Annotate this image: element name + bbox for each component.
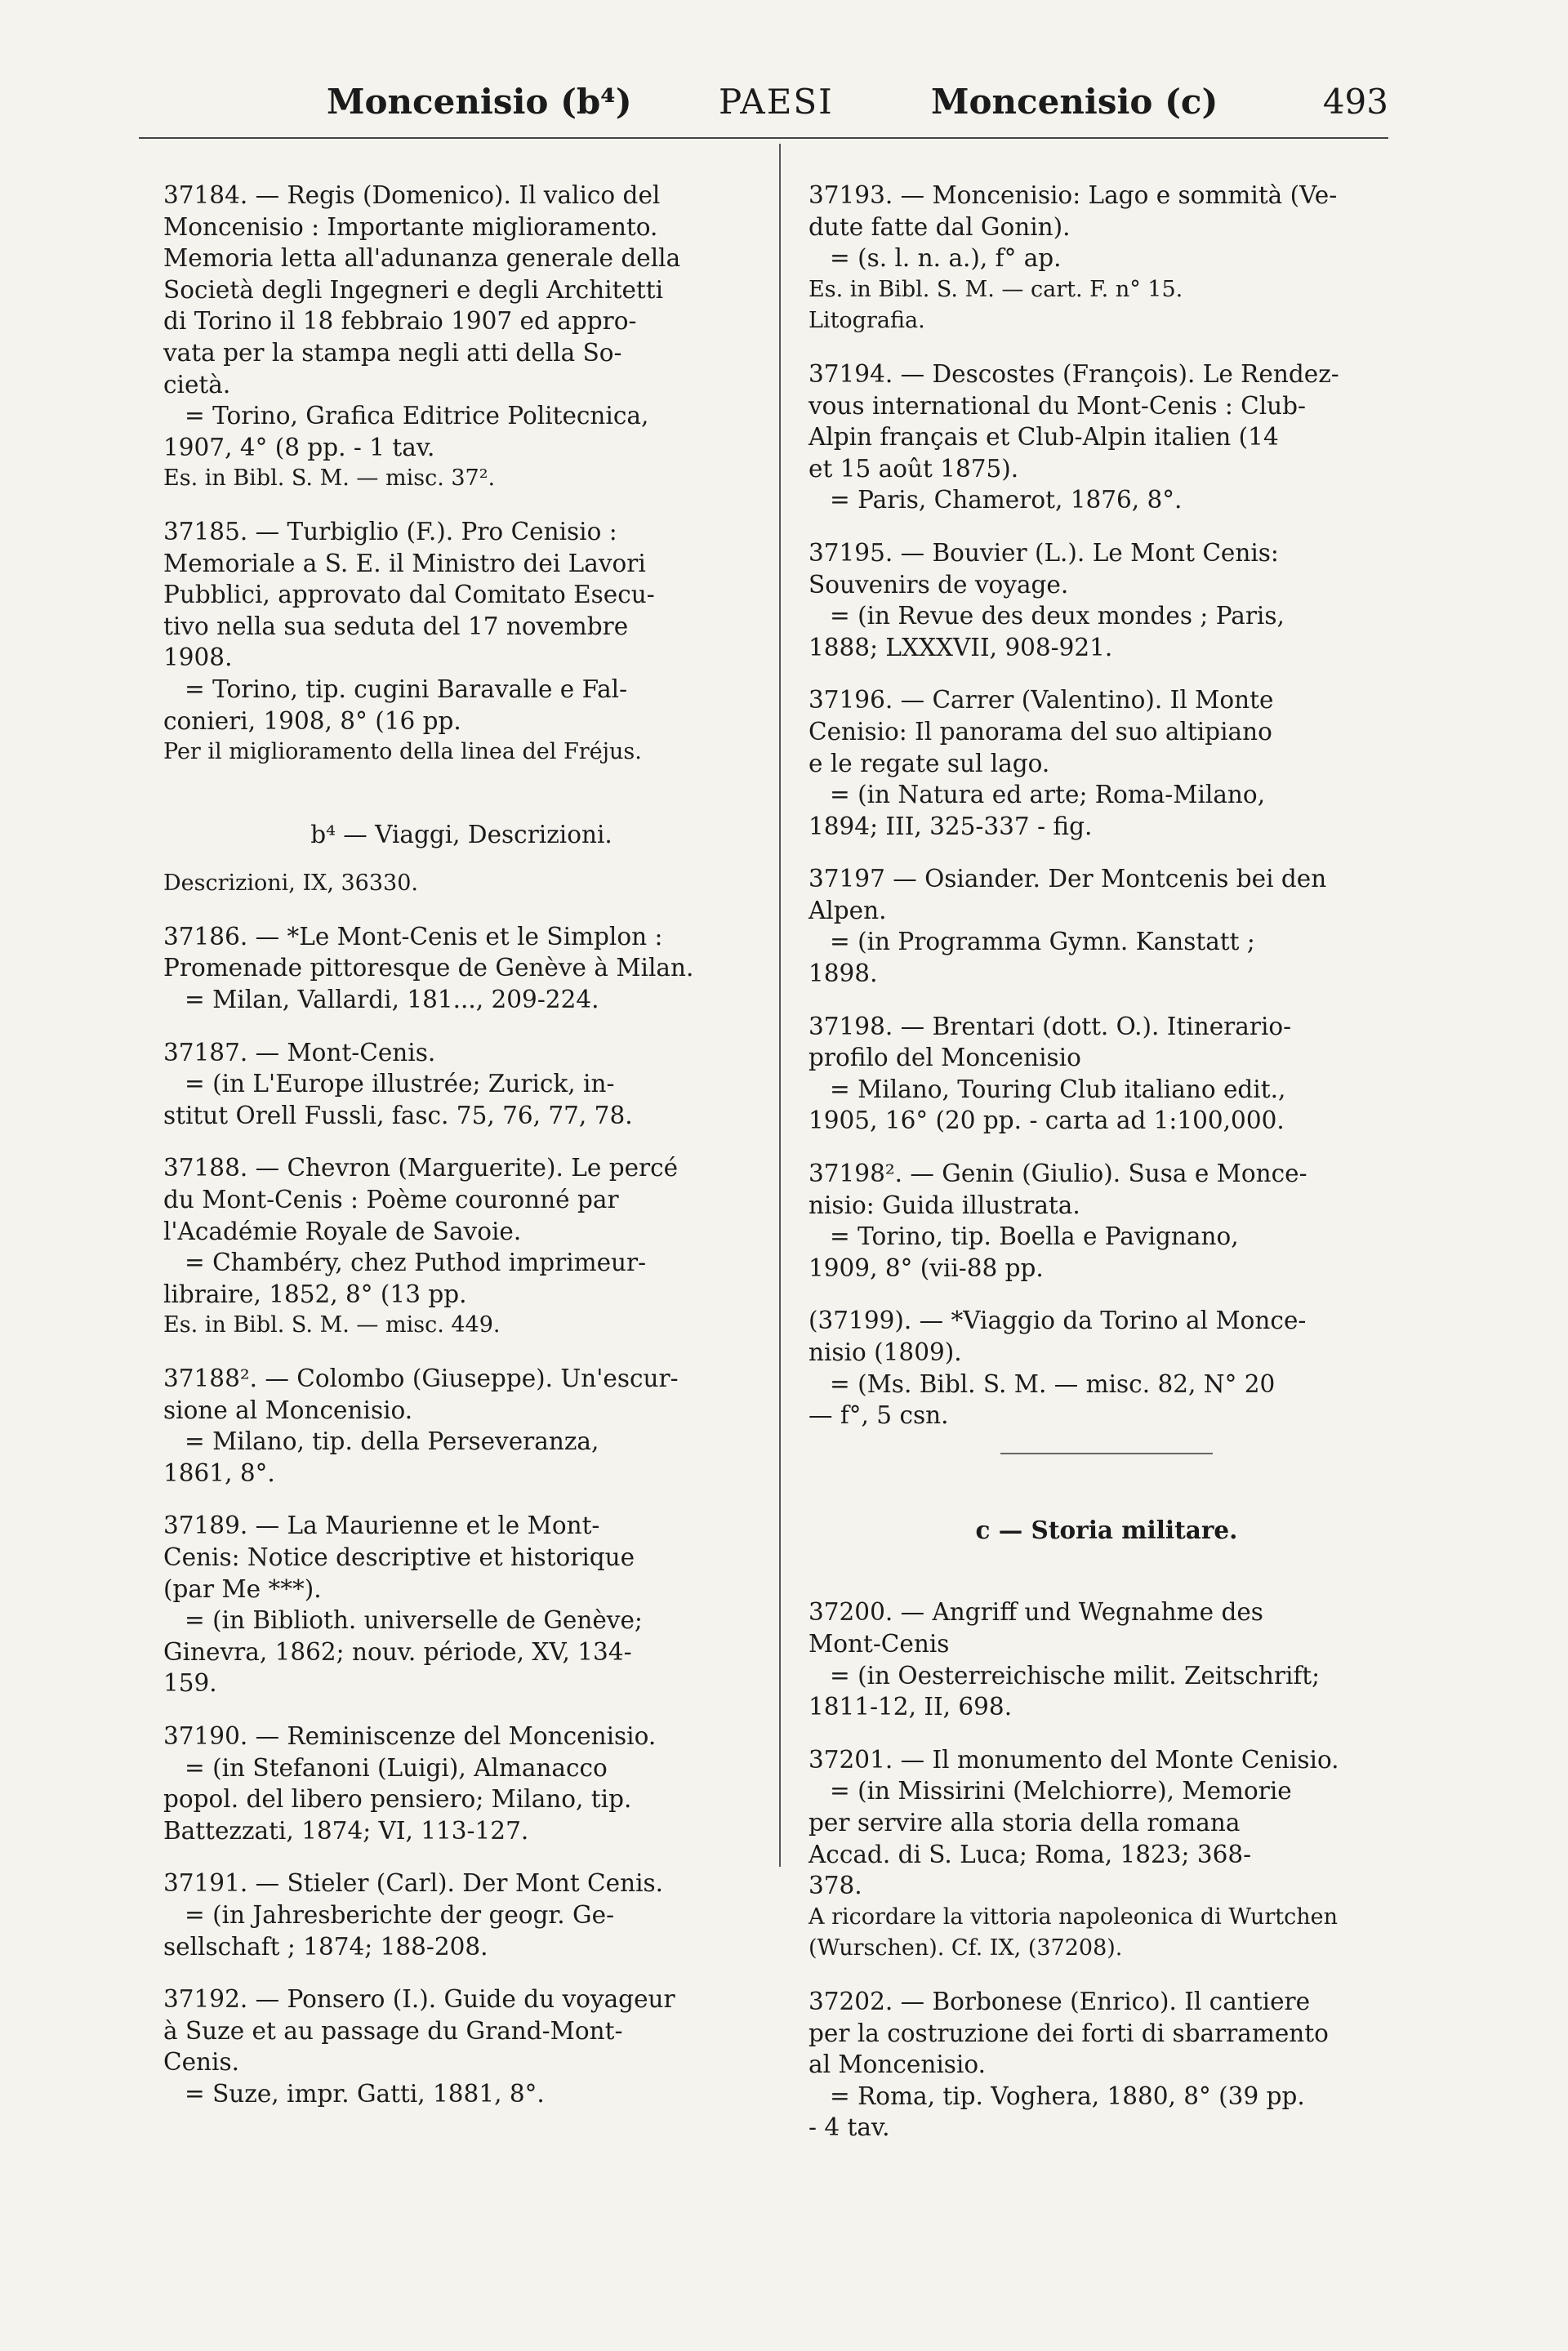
entry-imprint-line: = (in Revue des deux mondes ; Paris,	[830, 602, 1285, 630]
bibliography-entry	[808, 863, 1405, 989]
entry-imprint-line: = Chambéry, chez Puthod imprimeur-	[185, 1249, 647, 1277]
entry-note: Litografia.	[808, 308, 925, 334]
bibliography-entry	[163, 1037, 760, 1132]
entry-text-line: 37198. — Brentari (dott. O.). Itinerario-	[808, 1012, 1292, 1040]
entry-text-line: Cenis: Notice descriptive et historique	[163, 1543, 635, 1571]
entry-imprint-line: libraire, 1852, 8° (13 pp.	[163, 1280, 467, 1308]
entry-imprint-line: = Torino, tip. Boella e Pavignano,	[830, 1222, 1239, 1251]
entry-text-line: 37200. — Angriff und Wegnahme des	[808, 1598, 1263, 1627]
entry-text-line: Società degli Ingegneri e degli Architetti	[163, 275, 664, 304]
entry-text-line: 37193. — Moncenisio: Lago e sommità (Ve-	[808, 181, 1338, 209]
bibliography-entry	[163, 921, 760, 1016]
entry-note: Es. in Bibl. S. M. — misc. 449.	[163, 1312, 501, 1338]
entry-imprint-line: = Suze, impr. Gatti, 1881, 8°.	[185, 2079, 545, 2108]
entry-text-line: nisio (1809).	[808, 1338, 962, 1366]
entry-note: (Wurschen). Cf. IX, (37208).	[808, 1935, 1123, 1961]
entry-imprint-line: = Milan, Vallardi, 181..., 209-224.	[185, 986, 599, 1014]
entry-imprint-line: per servire alla storia della romana	[808, 1808, 1241, 1837]
entry-text-line: sione al Moncenisio.	[163, 1396, 413, 1424]
entry-imprint-line: stitut Orell Fussli, fasc. 75, 76, 77, 78.	[163, 1101, 633, 1129]
entry-text-line: Memoria letta all'adunanza generale della	[163, 244, 681, 273]
section-reference: Descrizioni, IX, 36330.	[163, 870, 418, 897]
bibliography-entry	[808, 1986, 1405, 2144]
entry-imprint-line: popol. del libero pensiero; Milano, tip.	[163, 1785, 632, 1814]
entry-imprint-line: conieri, 1908, 8° (16 pp.	[163, 706, 461, 735]
entry-text-line: 37194. — Descostes (François). Le Rendez-	[808, 359, 1339, 388]
bibliography-entry	[808, 1305, 1405, 1431]
bibliography-entry	[163, 1510, 760, 1699]
entry-text-line: 1908.	[163, 643, 233, 672]
entry-text-line: Memoriale a S. E. il Ministro dei Lavori	[163, 549, 646, 577]
entry-text-line: al Moncenisio.	[808, 2050, 986, 2079]
entry-imprint-line: 159.	[163, 1669, 217, 1698]
bibliography-entry	[808, 1744, 1405, 1965]
entry-imprint-line: 1909, 8° (vii-88 pp.	[808, 1253, 1044, 1282]
header-center: PAESI	[719, 82, 834, 122]
entry-imprint-line: = Torino, Grafica Editrice Politecnica,	[185, 402, 649, 430]
entry-text-line: 37195. — Bouvier (L.). Le Mont Cenis:	[808, 538, 1279, 567]
entry-imprint-line: = Torino, tip. cugini Baravalle e Fal-	[185, 675, 628, 703]
page-number: 493	[1322, 82, 1388, 122]
entry-imprint-line: 1888; LXXXVII, 908-921.	[808, 633, 1113, 661]
entry-imprint-line: = (in L'Europe illustrée; Zurick, in-	[185, 1070, 615, 1098]
entry-text-line: l'Académie Royale de Savoie.	[163, 1217, 522, 1245]
header-rule	[139, 137, 1388, 139]
entry-imprint-line: = (in Biblioth. universelle de Genève;	[185, 1606, 643, 1635]
bibliography-entry	[808, 537, 1405, 663]
entry-imprint-line: Accad. di S. Luca; Roma, 1823; 368-	[808, 1840, 1252, 1868]
entry-imprint-line: = (in Jahresberichte der geogr. Ge-	[185, 1900, 615, 1929]
bibliography-entry	[808, 684, 1405, 842]
entry-imprint-line: = (s. l. n. a.), f° ap.	[830, 244, 1062, 273]
entry-note: Es. in Bibl. S. M. — cart. F. n° 15.	[808, 276, 1183, 302]
entry-text-line: à Suze et au passage du Grand-Mont-	[163, 2016, 623, 2045]
entry-imprint-line: - 4 tav.	[808, 2113, 890, 2142]
bibliography-entry	[163, 1152, 760, 1342]
entry-text-line: 37191. — Stieler (Carl). Der Mont Cenis.	[163, 1869, 664, 1898]
entry-text-line: (37199). — *Viaggio da Torino al Monce-	[808, 1307, 1307, 1335]
entry-note: A ricordare la vittoria napoleonica di Wurtchen	[808, 1904, 1339, 1930]
entry-text-line: Cenis.	[163, 2048, 239, 2077]
bibliography-entry	[808, 358, 1405, 516]
bibliography-entry	[808, 1011, 1405, 1137]
entry-imprint-line: = (in Missirini (Melchiorre), Memorie	[830, 1777, 1292, 1806]
entry-text-line: 37187. — Mont-Cenis.	[163, 1038, 436, 1066]
entry-imprint-line: 1894; III, 325-337 - fig.	[808, 812, 1093, 840]
header-left: Moncenisio (b⁴)	[327, 82, 632, 122]
entry-text-line: dute fatte dal Gonin).	[808, 212, 1071, 241]
bibliography-entry	[163, 1363, 760, 1489]
entry-text-line: Pubblici, approvato dal Comitato Esecu-	[163, 581, 655, 609]
entry-text-line: Mont-Cenis	[808, 1629, 950, 1658]
entry-text-line: (par Me ***).	[163, 1574, 322, 1603]
entry-text-line: Moncenisio : Importante miglioramento.	[163, 212, 658, 241]
entry-text-line: Promenade pittoresque de Genève à Milan.	[163, 954, 694, 982]
entry-text-line: 37188. — Chevron (Marguerite). Le percé	[163, 1154, 679, 1182]
entry-text-line: 37202. — Borbonese (Enrico). Il cantiere	[808, 1987, 1311, 2015]
right-column	[808, 180, 1405, 2165]
entry-text-line: 37196. — Carrer (Valentino). Il Monte	[808, 686, 1274, 715]
section-heading: b⁴ — Viaggi, Descrizioni.	[310, 820, 612, 848]
entry-imprint-line: 1907, 4° (8 pp. - 1 tav.	[163, 433, 435, 461]
bibliography-entry	[163, 516, 760, 768]
entry-text-line: vous international du Mont-Cenis : Club-	[808, 391, 1307, 420]
entry-imprint-line: = Milano, tip. della Perseveranza,	[185, 1427, 599, 1456]
entry-imprint-line: = Paris, Chamerot, 1876, 8°.	[830, 486, 1183, 514]
entry-text-line: tivo nella sua seduta del 17 novembre	[163, 612, 629, 640]
bibliography-entry	[808, 180, 1405, 337]
bibliography-entry	[808, 1596, 1405, 1722]
entry-imprint-line: = (in Natura ed arte; Roma-Milano,	[830, 781, 1266, 809]
entry-text-line: 37192. — Ponsero (I.). Guide du voyageur	[163, 1985, 675, 2014]
entry-text-line: et 15 août 1875).	[808, 454, 1019, 483]
column-divider	[779, 144, 781, 1867]
entry-text-line: Alpen.	[808, 896, 887, 924]
entry-text-line: per la costruzione dei forti di sbarramento	[808, 2019, 1329, 2047]
entry-text-line: 37189. — La Maurienne et le Mont-	[163, 1512, 600, 1540]
section-rule	[1000, 1453, 1213, 1454]
entry-imprint-line: 1811-12, II, 698.	[808, 1693, 1013, 1721]
entry-text-line: 37184. — Regis (Domenico). Il valico del	[163, 181, 661, 209]
entry-imprint-line: 1861, 8°.	[163, 1458, 275, 1487]
header-right: Moncenisio (c)	[931, 82, 1218, 122]
entry-text-line: profilo del Moncenisio	[808, 1044, 1081, 1072]
left-column	[163, 180, 760, 2131]
entry-text-line: Alpin français et Club-Alpin italien (14	[808, 423, 1279, 452]
entry-text-line: nisio: Guida illustrata.	[808, 1191, 1080, 1219]
entry-imprint-line: = (in Programma Gymn. Kanstatt ;	[830, 928, 1255, 956]
bibliography-entry	[163, 1721, 760, 1846]
bibliography-entry	[808, 1158, 1405, 1284]
entry-note: Es. in Bibl. S. M. — misc. 37².	[163, 465, 496, 492]
section-heading: c — Storia militare.	[975, 1515, 1238, 1544]
entry-text-line: Souvenirs de voyage.	[808, 570, 1069, 599]
entry-text-line: cietà.	[163, 370, 231, 399]
entry-text-line: 37185. — Turbiglio (F.). Pro Cenisio :	[163, 517, 617, 545]
bibliography-entry	[163, 180, 760, 495]
entry-imprint-line: 1898.	[808, 960, 878, 988]
entry-text-line: 37201. — Il monumento del Monte Cenisio.	[808, 1745, 1339, 1774]
page-header	[163, 82, 1388, 139]
entry-text-line: 37198². — Genin (Giulio). Susa e Monce-	[808, 1160, 1307, 1188]
entry-text-line: 37197 — Osiander. Der Montcenis bei den	[808, 865, 1327, 893]
entry-text-line: du Mont-Cenis : Poème couronné par	[163, 1186, 619, 1214]
entry-imprint-line: 378.	[808, 1872, 862, 1900]
entry-text-line: vata per la stampa negli atti della So-	[163, 338, 622, 367]
entry-imprint-line: = (in Stefanoni (Luigi), Almanacco	[185, 1753, 608, 1782]
entry-imprint-line: = (in Oesterreichische milit. Zeitschrift;	[830, 1661, 1321, 1690]
bibliography-entry	[163, 1984, 760, 2109]
entry-imprint-line: 1905, 16° (20 pp. - carta ad 1:100,000.	[808, 1106, 1285, 1135]
entry-text-line: Cenisio: Il panorama del suo altipiano	[808, 717, 1272, 746]
entry-imprint-line: = (Ms. Bibl. S. M. — misc. 82, N° 20	[830, 1369, 1276, 1398]
entry-text-line: di Torino il 18 febbraio 1907 ed appro-	[163, 307, 637, 336]
entry-note: Per il miglioramento della linea del Fréjus.	[163, 739, 642, 765]
entry-imprint-line: = Milano, Touring Club italiano edit.,	[830, 1075, 1286, 1103]
entry-imprint-line: sellschaft ; 1874; 188-208.	[163, 1932, 488, 1961]
entry-imprint-line: Battezzati, 1874; VI, 113-127.	[163, 1816, 529, 1845]
entry-text-line: e le regate sul lago.	[808, 749, 1050, 777]
entry-imprint-line: — f°, 5 csn.	[808, 1401, 949, 1430]
bibliography-entry	[163, 1868, 760, 1962]
entry-imprint-line: = Roma, tip. Voghera, 1880, 8° (39 pp.	[830, 2082, 1305, 2110]
entry-text-line: 37188². — Colombo (Giuseppe). Un'escur-	[163, 1365, 679, 1392]
entry-text-line: 37186. — *Le Mont-Cenis et le Simplon :	[163, 922, 663, 951]
entry-text-line: 37190. — Reminiscenze del Moncenisio.	[163, 1721, 657, 1750]
entry-imprint-line: Ginevra, 1862; nouv. période, XV, 134-	[163, 1637, 632, 1666]
